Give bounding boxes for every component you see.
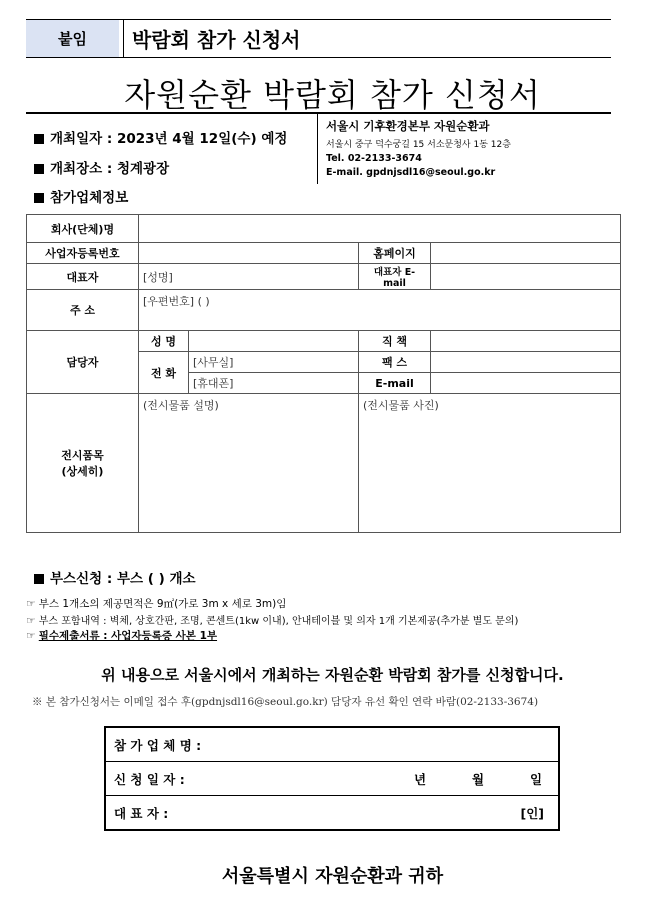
square-bullet-icon [34,193,44,203]
address-field[interactable]: [우편번호] ( ) [139,290,621,331]
position-field[interactable] [431,331,621,352]
sign-rep-row[interactable] [105,796,559,831]
biz-number-field[interactable] [139,243,359,264]
sign-date-label: 신 청 일 자 : [114,771,185,787]
exhibit-photo-field[interactable]: (전시물품 사진) [359,394,621,533]
booth-note-area [26,596,286,611]
declaration: 위 내용으로 서울시에서 개최하는 자원순환 박람회 참가를 신청합니다. [101,666,564,684]
header-title: 박람회 참가 신청서 [132,28,301,52]
booth-application: 부스신청 : 부스 ( ) 개소 [34,567,196,587]
ceo-email-field[interactable] [431,264,621,290]
manager-email-label: E-mail [359,373,431,394]
company-name-field[interactable] [139,215,621,243]
exhibit-label-main: 전시품목 [61,449,104,462]
contact-tel: Tel. 02-2133-3674 [326,153,422,164]
square-bullet-icon [34,574,44,584]
booth-note-area-2 [26,612,518,627]
exhibit-label-sub: (상세히) [61,465,104,478]
contact-address: 서울시 중구 덕수궁길 15 서소문청사 1동 12층 [326,140,511,150]
square-bullet-icon [34,164,44,174]
exhibit-description-field[interactable]: (전시물품 설명) [139,394,359,533]
homepage-label: 홈페이지 [359,243,431,264]
sign-date-row[interactable] [105,762,559,796]
sign-company-row[interactable] [105,727,559,762]
pointing-hand-icon: ☞ [26,598,36,610]
address-label: 주 소 [27,290,139,331]
title-rule [26,112,611,114]
sign-year: 년 [414,771,427,787]
seal-mark: [인] [520,805,544,821]
document-title: 자원순환 박람회 참가 신청서 [124,76,541,114]
fax-field[interactable] [431,352,621,373]
email-notice: ※ 본 참가신청서는 이메일 접수 후(gpdnjsdl16@seoul.go.kr) 담당자 유선 확인 연락 바람(02-2133-3674) [32,696,539,708]
phone-label: 전 화 [139,352,189,394]
exhibit-label [27,394,139,533]
closing-addressee: 서울특별시 자원순환과 귀하 [221,866,444,887]
company-section-heading: 참가업체정보 [34,186,128,206]
header-divider [123,20,124,57]
booth-note-3: 필수제출서류 : 사업자등록증 사본 1부 [38,630,218,642]
manager-label: 담당자 [27,331,139,394]
pointing-hand-icon: ☞ [26,630,36,642]
office-phone-field[interactable]: [사무실] [189,352,359,373]
sign-rep-label: 대 표 자 : [114,805,169,821]
booth-note-2: 부스 포함내역 : 벽체, 상호간판, 조명, 콘센트(1kw 이내), 안내테이블 및 의자 1개 기본제공(추가분 별도 문의) [38,616,519,627]
attachment-tag: 붙임 [26,20,119,57]
mobile-phone-field[interactable]: [휴대폰] [189,373,359,394]
ceo-email-label: 대표자 E-mail [359,264,431,290]
homepage-field[interactable] [431,243,621,264]
sign-company-label: 참 가 업 체 명 : [114,737,202,753]
event-date: 개최일자 : 2023년 4월 12일(수) 예정 [34,127,287,147]
signature-table [104,726,560,831]
manager-name-label: 성 명 [139,331,189,352]
company-name-label: 회사(단체)명 [27,215,139,243]
manager-email-field[interactable] [431,373,621,394]
booth-note-1: 부스 1개소의 제공면적은 9㎡(가로 3m x 세로 3m)임 [38,598,287,610]
sign-day: 일 [530,771,543,787]
biz-number-label: 사업자등록번호 [27,243,139,264]
ceo-name-field[interactable]: [성명] [139,264,359,290]
sign-month: 월 [472,771,485,787]
contact-org: 서울시 기후환경본부 자원순환과 [326,119,490,133]
event-place: 개최장소 : 청계광장 [34,157,169,177]
booth-note-area-3 [26,628,217,643]
position-label: 직 책 [359,331,431,352]
ceo-label: 대표자 [27,264,139,290]
attachment-header [26,19,611,58]
manager-name-field[interactable] [189,331,359,352]
square-bullet-icon [34,134,44,144]
fax-label: 팩 스 [359,352,431,373]
pointing-hand-icon: ☞ [26,615,36,627]
company-info-table [26,214,621,533]
contact-email: E-mail. gpdnjsdl16@seoul.go.kr [326,167,496,178]
info-divider [317,114,318,184]
